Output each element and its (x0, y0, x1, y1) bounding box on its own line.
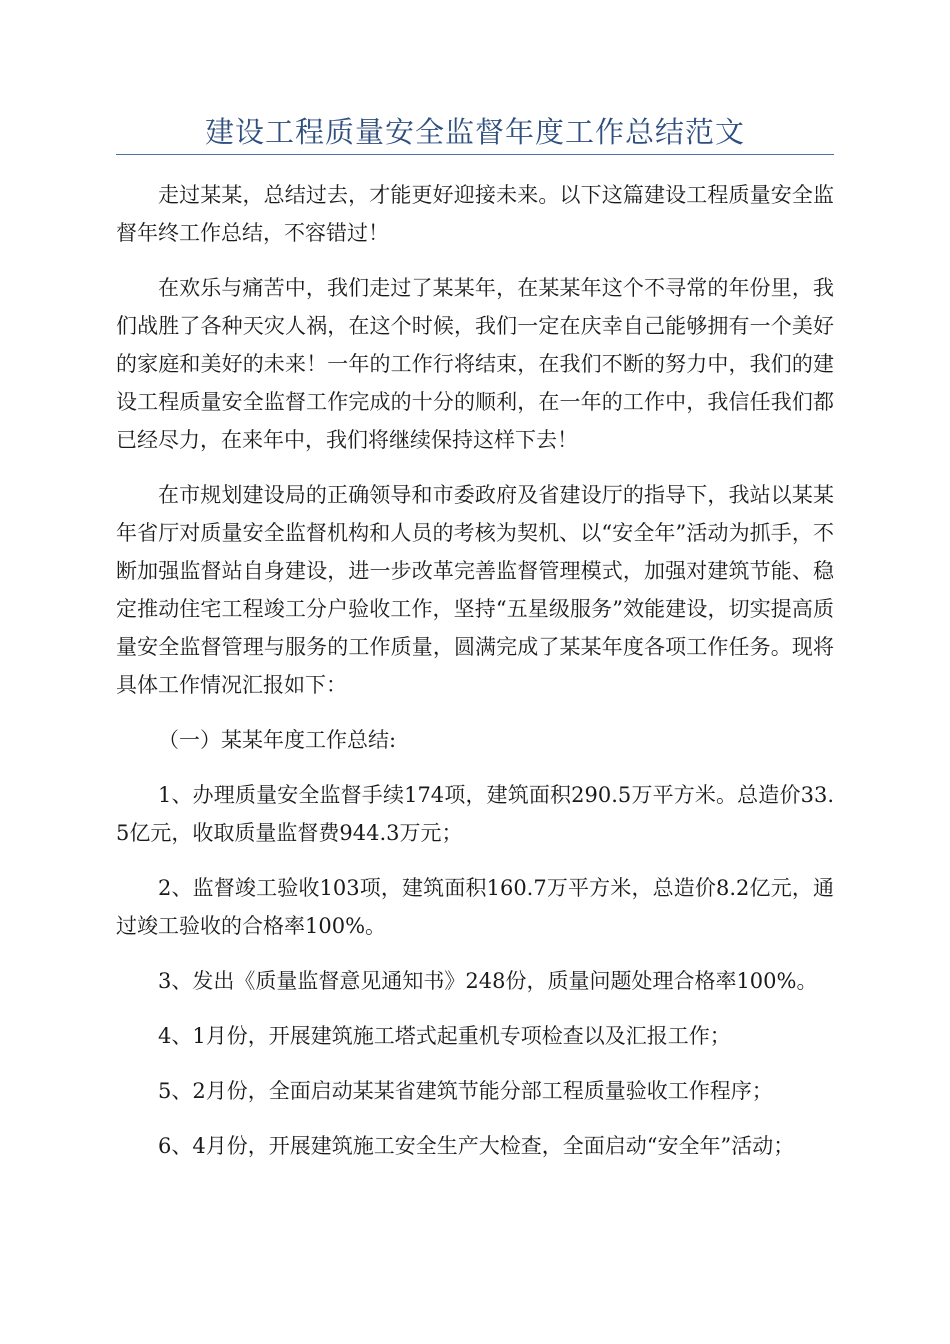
document-title: 建设工程质量安全监督年度工作总结范文 (204, 115, 745, 149)
list-item: 6、4月份，开展建筑施工安全生产大检查，全面启动“安全年”活动； (158, 1134, 795, 1158)
document-body (116, 176, 834, 1182)
list-item: 4、1月份，开展建筑施工塔式起重机专项检查以及汇报工作； (158, 1024, 731, 1048)
paragraph-summary: 在市规划建设局的正确领导和市委政府及省建设厅的指导下，我站以某某年省厅对质量安全监督机构和人员的考核为契机、以“安全年”活动为抓手，不断加强监督站自身建设，进一步改革完善监督管理模式，加强对建筑节能、稳定推动住宅工程竣工分户验收工作，坚持“五星级服务”效能建设，切实提高质量安全监督管理与服务的工作质量，圆满完成了某某年度各项工作任务。现将具体工作情况汇报如下： (116, 483, 834, 697)
section-heading: （一）某某年度工作总结: (158, 728, 397, 752)
list-item: 3、发出《质量监督意见通知书》248份，质量问题处理合格率100%。 (158, 969, 818, 993)
paragraph-intro: 走过某某，总结过去，才能更好迎接未来。以下这篇建设工程质量安全监督年终工作总结，不容错过！ (116, 183, 834, 245)
list-item: 2、监督竣工验收103项，建筑面积160.7万平方米，总造价8.2亿元，通过竣工验收的合格率100%。 (116, 876, 834, 938)
list-item: 5、2月份，全面启动某某省建筑节能分部工程质量验收工作程序； (158, 1079, 773, 1103)
list-item: 1、办理质量安全监督手续174项，建筑面积290.5万平方米。总造价33.5亿元，收取质量监督费944.3万元； (116, 783, 834, 845)
paragraph-review: 在欢乐与痛苦中，我们走过了某某年，在某某年这个不寻常的年份里，我们战胜了各种天灾人祸，在这个时候，我们一定在庆幸自己能够拥有一个美好的家庭和美好的未来！一年的工作行将结束，在我们不断的努力中，我们的建设工程质量安全监督工作完成的十分的顺利，在一年的工作中，我信任我们都已经尽力，在来年中，我们将继续保持这样下去！ (116, 276, 834, 452)
title-underline (116, 154, 834, 155)
